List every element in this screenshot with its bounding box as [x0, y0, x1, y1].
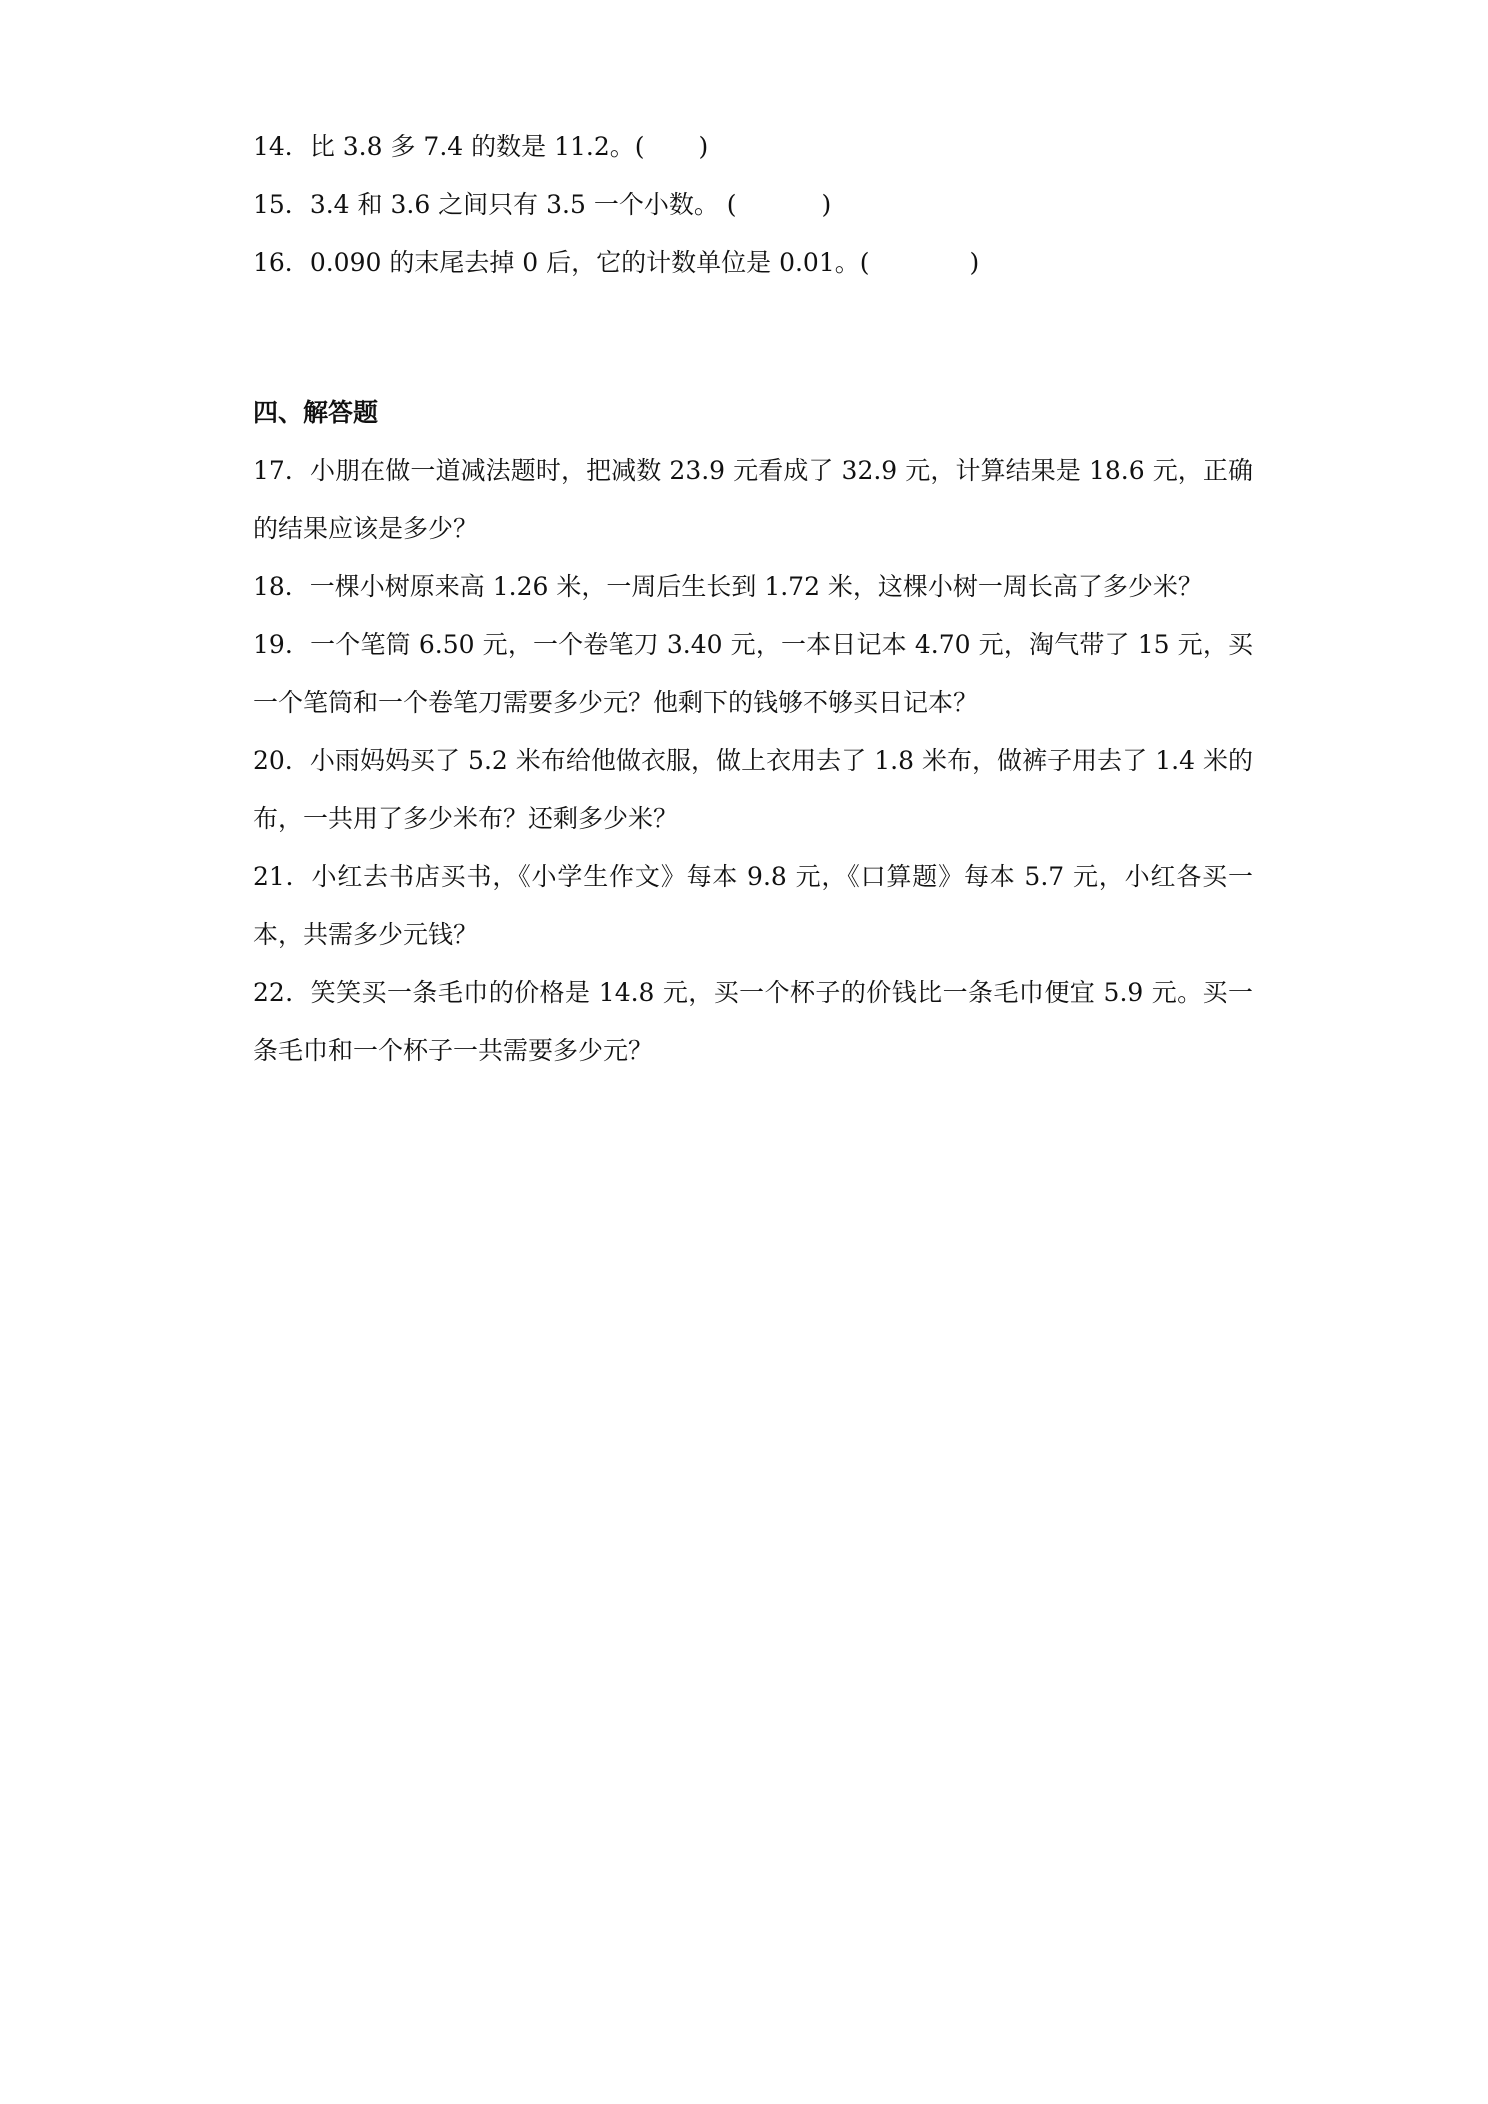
- closing-paren: ): [698, 132, 709, 161]
- question-22: 22．笑笑买一条毛巾的价格是 14.8 元，买一个杯子的价钱比一条毛巾便宜 5.9 元。买一条毛巾和一个杯子一共需要多少元？: [253, 978, 1253, 1065]
- question-18: 18．一棵小树原来高 1.26 米，一周后生长到 1.72 米，这棵小树一周长高了多少米？: [253, 572, 1203, 601]
- question-19: 19．一个笔筒 6.50 元，一个卷笔刀 3.40 元，一本日记本 4.70 元，淘气带了 15 元，买一个笔筒和一个卷笔刀需要多少元？他剩下的钱够不够买日记本？: [253, 630, 1253, 717]
- section-spacer: [253, 292, 1253, 384]
- closing-paren: ): [969, 248, 980, 277]
- item-text: 3.4 和 3.6 之间只有 3.5 一个小数。 (: [309, 190, 737, 219]
- worksheet-content: [253, 118, 1253, 1080]
- judgement-item-15: [253, 176, 1253, 234]
- question-17: 17．小朋在做一道减法题时，把减数 23.9 元看成了 32.9 元，计算结果是 18.6 元，正确的结果应该是多少？: [253, 456, 1253, 543]
- question-20: 20．小雨妈妈买了 5.2 米布给他做衣服，做上衣用去了 1.8 米布，做裤子用去了 1.4 米的布，一共用了多少米布？还剩多少米？: [253, 746, 1253, 833]
- item-text: 0.090 的末尾去掉 0 后，它的计数单位是 0.01。(: [309, 248, 870, 277]
- judgement-item-14: [253, 118, 1253, 176]
- question-21: 21．小红去书店买书，《小学生作文》每本 9.8 元，《口算题》每本 5.7 元，小红各买一本，共需多少元钱？: [253, 862, 1253, 949]
- item-number: 14．: [253, 132, 310, 161]
- item-text: 比 3.8 多 7.4 的数是 11.2。(: [309, 132, 645, 161]
- judgement-item-16: [253, 234, 1253, 292]
- item-number: 16．: [253, 248, 310, 277]
- closing-paren: ): [821, 190, 832, 219]
- section-title: 四、解答题: [253, 398, 379, 427]
- item-number: 15．: [253, 190, 310, 219]
